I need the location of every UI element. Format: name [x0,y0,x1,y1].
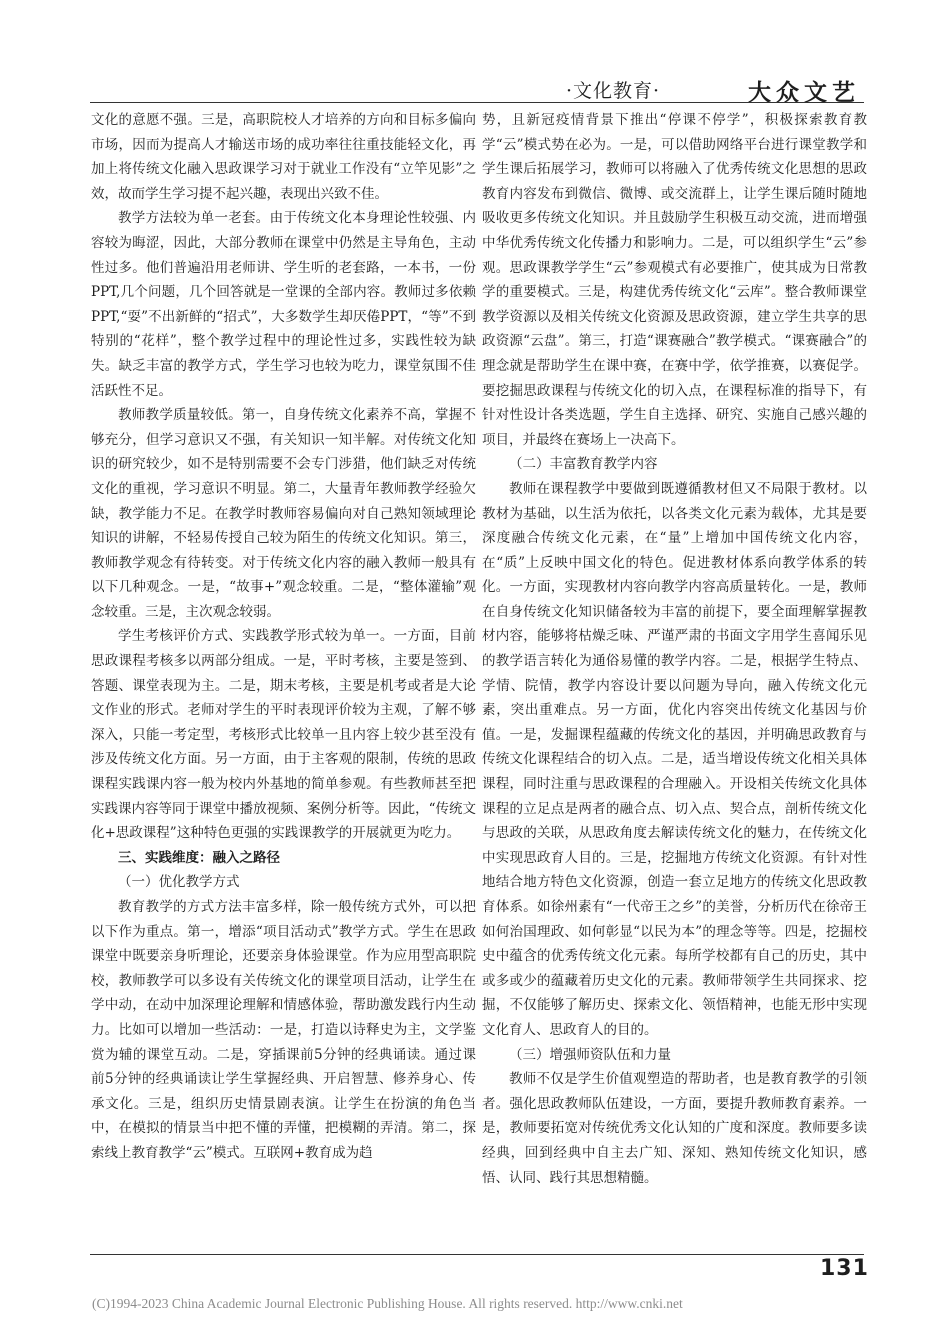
section-heading: 三、实践维度：融入之路径 [118,849,280,866]
subsection-heading: （二）丰富教育教学内容 [509,456,658,473]
section-label: ·文化教育· [566,80,661,102]
paragraph: 教学方法较为单一老套。由于传统文化本身理论性较强、内容较为晦涩，因此，大部分教师在课堂中仍然是主导角色，主动性过多。他们普遍沿用老师讲、学生听的老套路，一本书，一份PPT,几个问题，几个回答就是一堂课的全部内容。教师过多依赖PPT,“耍”不出新鲜的“招式”，大多数学生却厌倦PPT，“等”不到特别的“花样”，整个教学过程中的理论性过多，实践性较为缺失。缺乏丰富的教学方式，学生学习也较为吃力，课堂氛围不佳活跃性不足。 [91,210,476,399]
left-column [91,108,476,1166]
paragraph: 教师不仅是学生价值观塑造的帮助者，也是教育教学的引领者。强化思政教师队伍建设，一方面，要提升教师教育素养。一是，教师要拓宽对传统优秀文化认知的广度和深度。教师要多读经典，回到经典中自主去广知、深知、熟知传统文化知识，感悟、认同、践行其思想精髓。 [482,1071,867,1186]
header-rule [90,102,864,103]
page-number: 131 [820,1256,869,1281]
running-header [566,76,866,106]
subsection-heading: （一）优化教学方式 [118,874,240,891]
right-column [482,108,867,1190]
paragraph: 势，且新冠疫情背景下推出“停课不停学”，积极探索教育教学“云”模式势在必为。一是，可以借助网络平台进行课堂教学和学生课后拓展学习，教师可以将融入了优秀传统文化思想的思政教育内容发布到微信、微博、或交流群上，让学生课后随时随地吸收更多传统文化知识。并且鼓励学生积极互动交流，进而增强中华优秀传统文化传播力和影响力。二是，可以组织学生“云”参观。思政课教学学生“云”参观模式有必要推广，使其成为日常教学的重要模式。三是，构建优秀传统文化“云库”。整合教师课堂教学资源以及相关传统文化资源及思政资源，建立学生共享的思政资源“云盘”。第三，打造“课赛融合”教学模式。“课赛融合”的理念就是帮助学生在课中赛，在赛中学，依学推赛，以赛促学。要挖掘思政课程与传统文化的切入点，在课程标准的指导下，有针对性设计各类选题，学生自主选择、研究、实施自己感兴趣的项目，并最终在赛场上一决高下。 [482,112,867,448]
paragraph: 教师在课程教学中要做到既遵循教材但又不局限于教材。以教材为基础，以生活为依托，以各类文化元素为载体，尤其是要深度融合传统文化元素，在“量”上增加中国传统文化内容，在“质”上反映中国文化的特色。促进教材体系向教学体系的转化。一方面，实现教材内容向教学内容高质量转化。一是，教师在自身传统文化知识储备较为丰富的前提下，要全面理解掌握教材内容，能够将枯燥乏味、严谨严肃的书面文字用学生喜闻乐见的教学语言转化为通俗易懂的教学内容。二是，根据学生特点、学情、院情，教学内容设计要以问题为导向，融入传统文化元素，突出重难点。另一方面，优化内容突出传统文化基因与价值。一是，发掘课程蕴藏的传统文化的基因，并明确思政教育与传统文化课程结合的切入点。二是，适当增设传统文化相关具体课程，同时注重与思政课程的合理融入。开设相关传统文化具体课程的立足点是两者的融合点、切入点、契合点，剖析传统文化与思政的关联，从思政角度去解读传统文化的魅力，在传统文化中实现思政育人目的。三是，挖掘地方传统文化资源。有针对性地结合地方特色文化资源，创造一套立足地方的传统文化思政教育体系。如徐州素有“一代帝王之乡”的美誉，分析历代在徐帝王如何治国理政、如何彰显“以民为本”的理念等等。四是，挖掘校史中蕴含的优秀传统文化元素。每所学校都有自己的历史，其中或多或少的蕴藏着历史文化的元素。教师带领学生共同探求、挖掘，不仅能够了解历史、探索文化、领悟精神，也能无形中实现文化育人、思政育人的目的。 [482,480,867,1038]
footer-rule [90,1254,864,1255]
journal-name: 大众文艺 [748,79,860,106]
paragraph: 教育教学的方式方法丰富多样，除一般传统方式外，可以把以下作为重点。第一，增添“项目活动式”教学方式。学生在思政课堂中既要亲身听理论，还要亲身体验课堂。作为应用型高职院校，教师教学可以多设有关传统文化的课堂项目活动，让学生在学中动，在动中加深理论理解和情感体验，帮助激发践行内生动力。比如可以增加一些活动：一是，打造以诗释史为主，文学鉴赏为辅的课堂互动。二是，穿插课前5分钟的经典诵读。通过课前5分钟的经典诵读让学生掌握经典、开启智慧、修养身心、传承文化。三是，组织历史情景剧表演。让学生在扮演的角色当中，在模拟的情景当中把不懂的弄懂，把模糊的弄清。第二，探索线上教育教学“云”模式。互联网+教育成为趋 [91,899,476,1161]
paragraph: 教师教学质量较低。第一，自身传统文化素养不高，掌握不够充分，但学习意识又不强，有关知识一知半解。对传统文化知识的研究较少，如不是特别需要不会专门涉猎，他们缺乏对传统文化的重视，学习意识不明显。第二，大量青年教师教学经验欠缺，教学能力不足。在教学时教师容易偏向对自己熟知领域理论知识的讲解，不轻易传授自己较为陌生的传统文化知识。第三，教师教学观念有待转变。对于传统文化内容的融入教师一般具有以下几种观念。一是，“故事+”观念较重。二是，“整体灌输”观念较重。三是，主次观念较弱。 [91,407,476,620]
copyright-notice: (C)1994-2023 China Academic Journal Electronic Publishing House. All rights reserved. http://www.cnki.net [92,1296,683,1311]
paragraph: 文化的意愿不强。三是，高职院校人才培养的方向和目标多偏向市场，因而为提高人才输送市场的成功率往往重技能轻文化，再加上将传统文化融入思政课学习对于就业工作没有“立竿见影”之效，故而学生学习提不起兴趣，表现出兴致不佳。 [91,112,476,202]
subsection-heading: （三）增强师资队伍和力量 [509,1046,671,1063]
paragraph: 学生考核评价方式、实践教学形式较为单一。一方面，目前思政课程考核多以两部分组成。一是，平时考核，主要是签到、答题、课堂表现为主。二是，期末考核，主要是机考或者是大论文作业的形式。老师对学生的平时表现评价较为主观，了解不够深入，只能一考定型，考核形式比较单一且内容上较少甚至没有涉及传统文化方面。另一方面，由于主客观的限制，传统的思政课程实践课内容一般为校内外基地的简单参观。有些教师甚至把实践课内容等同于课堂中播放视频、案例分析等。因此，“传统文化+思政课程”这种特色更强的实践课教学的开展就更为吃力。 [91,628,476,842]
